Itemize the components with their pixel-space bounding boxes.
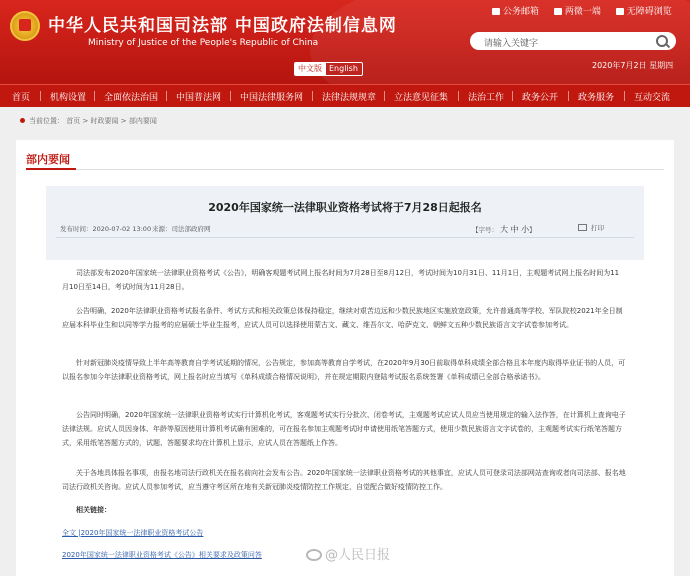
related-links-label: 相关链接： bbox=[76, 506, 111, 514]
breadcrumb-path[interactable]: 首页 > 时政要闻 > 部内要闻 bbox=[66, 117, 157, 125]
font-size-control[interactable]: 【字号： 大 中 小】 bbox=[472, 225, 536, 234]
current-date: 2020年7月2日 星期四 bbox=[592, 61, 674, 70]
breadcrumb-prefix: 当前位置： bbox=[29, 117, 64, 125]
nav-separator bbox=[230, 91, 231, 101]
nav-item-legal-work[interactable]: 法治工作 bbox=[468, 93, 505, 103]
phone-icon bbox=[554, 8, 562, 15]
section-divider bbox=[26, 169, 664, 170]
nav-item-rule-of-law[interactable]: 全面依法治国 bbox=[104, 93, 159, 103]
nav-separator bbox=[458, 91, 459, 101]
related-link-full-text[interactable]: 全文 |2020年国家统一法律职业资格考试公告 bbox=[62, 529, 204, 537]
article-source: 来源：司法部政府网 bbox=[152, 225, 211, 233]
site-header bbox=[0, 0, 690, 84]
lang-chinese-button[interactable]: 中文版 bbox=[294, 62, 326, 76]
nav-separator bbox=[568, 91, 569, 101]
nav-separator bbox=[512, 91, 513, 101]
related-link-qa[interactable]: 2020年国家统一法律职业资格考试《公告》相关要求及政策问答 bbox=[62, 551, 262, 559]
mail-icon bbox=[492, 8, 500, 15]
weibo-weixin-link[interactable]: 两微一端 bbox=[554, 7, 601, 17]
nav-item-institutions[interactable]: 机构设置 bbox=[50, 93, 87, 103]
print-icon bbox=[578, 224, 587, 231]
article-paragraph-2: 公告明确，2020年法律职业资格考试报名条件、考试方式和相关政策总体保持稳定，继续对艰苦边远和少数民族地区实施放宽政策，允许普通高等学校、军队院校2021年全日制应届本科毕业生和以同等学力报考的应届硕士毕业生报考，应试人员可以选择使用蒙古文、藏文、维吾尔文、哈萨克文、朝鲜文五种少数民族语言文字试卷参加考试。 bbox=[62, 307, 623, 329]
search-icon[interactable] bbox=[656, 35, 668, 47]
meta-divider bbox=[56, 237, 634, 238]
site-subtitle: Ministry of Justice of the People's Republic of China bbox=[88, 38, 319, 48]
nav-item-interaction[interactable]: 互动交流 bbox=[634, 93, 671, 103]
lang-english-button[interactable]: English bbox=[324, 62, 363, 76]
nav-separator bbox=[94, 91, 95, 101]
search-placeholder: 请输入关键字 bbox=[484, 39, 539, 49]
publish-time: 发布时间：2020-07-02 13:00 bbox=[60, 225, 152, 233]
main-nav bbox=[0, 84, 690, 107]
section-title: 部内要闻 bbox=[26, 153, 70, 166]
print-button[interactable]: 打印 bbox=[578, 223, 604, 232]
nav-separator bbox=[312, 91, 313, 101]
nav-separator bbox=[384, 91, 385, 101]
nav-separator bbox=[166, 91, 167, 101]
nav-item-legal-services[interactable]: 中国法律服务网 bbox=[240, 93, 304, 103]
article-header bbox=[46, 186, 644, 260]
location-pin-icon bbox=[20, 118, 25, 123]
search-input[interactable] bbox=[470, 32, 676, 50]
article-paragraph-3: 针对新冠肺炎疫情导致上半年高等教育自学考试延期的情况，公告规定，参加高等教育自学考试，在2020年9月30日前取得单科成绩全部合格且本年度内取得毕业证书的人员，可以报名参加今年法律职业资格考试，网上报名时应当填写《单科成绩合格情况说明》，并在规定期限内登陆考试报名系统签署《单科成绩已全部合格承诺书》。 bbox=[62, 359, 626, 381]
top-links bbox=[492, 4, 684, 17]
nav-item-legal-education[interactable]: 中国普法网 bbox=[176, 93, 222, 103]
article-paragraph-5: 关于各地具体报名事项，由报名地司法行政机关在报名前向社会发布公告。2020年国家统一法律职业资格考试的其他事宜，应试人员可登录司法部网站查询或者向司法部、报名地司法行政机关咨询。应试人员参加考试，应当遵守考区所在地有关新冠肺炎疫情防控工作规定，自觉配合做好疫情防控工作。 bbox=[62, 469, 626, 491]
nav-item-government-services[interactable]: 政务服务 bbox=[578, 93, 615, 103]
content-panel bbox=[16, 140, 674, 576]
breadcrumb bbox=[20, 116, 157, 126]
national-emblem-icon[interactable] bbox=[10, 11, 40, 41]
article-title: 2020年国家统一法律职业资格考试将于7月28日起报名 bbox=[208, 201, 482, 214]
nav-item-legislation-opinions[interactable]: 立法意见征集 bbox=[394, 93, 449, 103]
nav-item-home[interactable]: 首页 bbox=[12, 93, 31, 103]
nav-item-government-affairs[interactable]: 政务公开 bbox=[522, 93, 559, 103]
article-paragraph-1: 司法部发布2020年国家统一法律职业资格考试《公告》，明确客观题考试网上报名时间为7月28日至8月12日，考试时间为10月31日、11月1日，主观题考试网上报名时间为11月10日至14日，考试时间为11月28日。 bbox=[62, 269, 620, 291]
article-paragraph-4: 公告同时明确，2020年国家统一法律职业资格考试实行计算机化考试，客观题考试实行分批次、闭卷考试，主观题考试应试人员应当使用规定的输入法作答，在计算机上查询电子法律法规。应试人员因身体、年龄等原因使用计算机考试确有困难的，可在报名参加主观题考试时申请使用纸笔答题方式，使用少数民族语言文字试卷的，主观题考试实行纸笔答题方式，采用纸笔答题方式的，试题、答题要求均在计算机上显示，应试人员在答题纸上作答。 bbox=[62, 411, 626, 447]
font-size-options[interactable]: 大 中 小 bbox=[500, 225, 530, 234]
site-title[interactable]: 中华人民共和国司法部 中国政府法制信息网 bbox=[48, 16, 397, 36]
nav-item-laws[interactable]: 法律法规规章 bbox=[322, 93, 377, 103]
section-underline bbox=[26, 168, 76, 170]
nav-separator bbox=[40, 91, 41, 101]
mail-link[interactable]: 公务邮箱 bbox=[492, 7, 539, 17]
nav-separator bbox=[624, 91, 625, 101]
weibo-icon bbox=[306, 549, 322, 561]
accessibility-link[interactable]: 无障碍浏览 bbox=[616, 7, 672, 17]
watermark: @人民日报 bbox=[306, 544, 390, 563]
accessibility-icon bbox=[616, 8, 624, 15]
